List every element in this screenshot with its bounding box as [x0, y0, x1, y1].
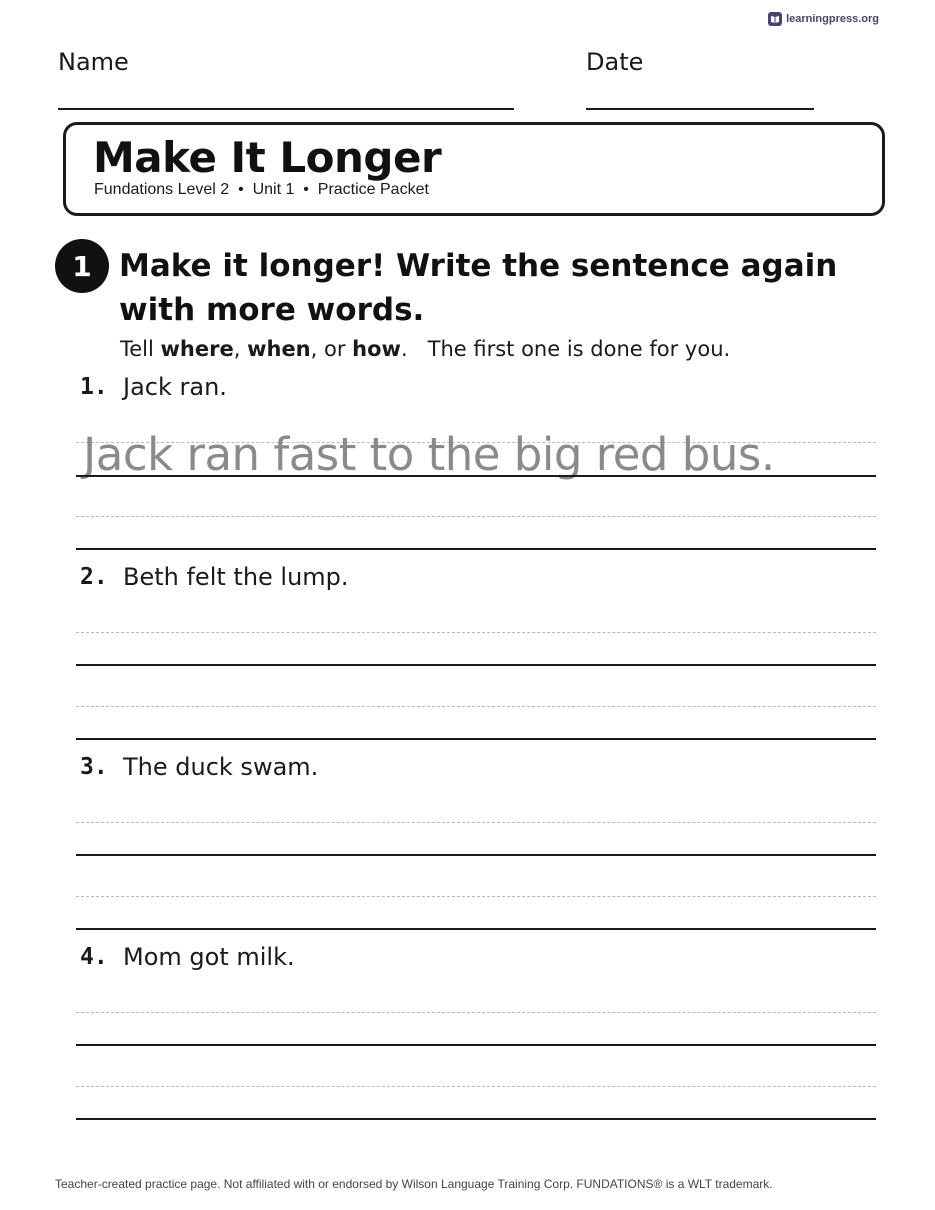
item-number: 1.: [80, 374, 108, 400]
writing-base-line[interactable]: [76, 1118, 876, 1120]
name-line[interactable]: [58, 108, 514, 110]
page-title: Make It Longer: [93, 133, 442, 182]
title-box: [63, 122, 885, 216]
item-number: 4.: [80, 944, 108, 970]
date-line[interactable]: [586, 108, 814, 110]
writing-base-line[interactable]: [76, 548, 876, 550]
writing-guide-line: [76, 706, 876, 707]
brand-text: learningpress.org: [786, 13, 879, 25]
section-instruction: Make it longer! Write the sentence again with more words.: [119, 248, 838, 328]
writing-guide-line: [76, 896, 876, 897]
writing-guide-line: [76, 1012, 876, 1013]
name-label: Name: [58, 48, 129, 76]
example-answer: Jack ran fast to the big red bus.: [83, 428, 775, 481]
item-number: 2.: [80, 564, 108, 590]
writing-base-line[interactable]: [76, 475, 876, 477]
item-sentence: Mom got milk.: [123, 943, 295, 971]
item-sentence: The duck swam.: [123, 753, 319, 781]
item-sentence: Beth felt the lump.: [123, 563, 349, 591]
writing-base-line[interactable]: [76, 854, 876, 856]
item-sentence: Jack ran.: [123, 373, 227, 401]
date-label: Date: [586, 48, 644, 76]
writing-base-line[interactable]: [76, 738, 876, 740]
writing-guide-line: [76, 516, 876, 517]
writing-guide-line: [76, 1086, 876, 1087]
brand-logo: [768, 12, 879, 26]
item-number: 3.: [80, 754, 108, 780]
writing-base-line[interactable]: [76, 664, 876, 666]
section-number-badge: 1: [55, 239, 109, 293]
section-hint: Tell where, when, or how. The first one is done for you.: [120, 337, 731, 361]
writing-guide-line: [76, 632, 876, 633]
book-icon: [768, 12, 782, 26]
writing-base-line[interactable]: [76, 928, 876, 930]
footer-disclaimer: Teacher-created practice page. Not affiliated with or endorsed by Wilson Language Training Corp. FUNDATIONS® is a WLT trademark.: [55, 1177, 773, 1191]
writing-base-line[interactable]: [76, 1044, 876, 1046]
page-subtitle: Fundations Level 2 • Unit 1 • Practice Packet: [94, 181, 429, 198]
writing-guide-line: [76, 822, 876, 823]
